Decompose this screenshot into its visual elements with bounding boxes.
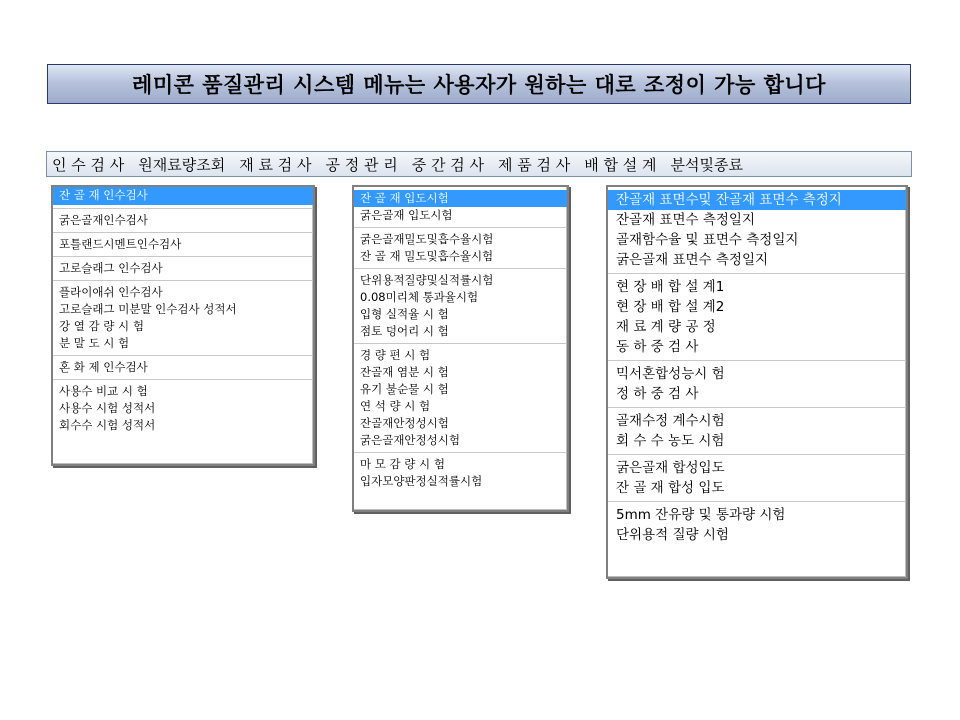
- menu-group: [608, 274, 906, 361]
- menu-item[interactable]: 믹서혼합성능시 험: [616, 366, 725, 382]
- menu-item[interactable]: 잔골재안정성시험: [360, 416, 449, 430]
- menu-process-management: [606, 185, 908, 579]
- menu-item[interactable]: 동 하 중 검 사: [616, 339, 699, 355]
- menu-item[interactable]: 회 수 수 농도 시험: [616, 433, 725, 449]
- page-title: 레미콘 품질관리 시스템 메뉴는 사용자가 원하는 대로 조정이 가능 합니다: [47, 64, 911, 104]
- menu-item[interactable]: 굵은골재안정성시험: [360, 433, 460, 447]
- menu-item[interactable]: 혼 화 제 인수검사: [59, 360, 148, 374]
- menu-item[interactable]: 골재수정 계수시험: [616, 413, 725, 429]
- menubar-item[interactable]: 인 수 검 사: [52, 155, 125, 174]
- menu-item[interactable]: 고로슬래그 미분말 인수검사 성적서: [59, 302, 237, 316]
- menubar-item[interactable]: 공 정 관 리: [325, 155, 398, 174]
- menu-group: [354, 187, 567, 228]
- menu-item[interactable]: 입자모양판정실적률시험: [360, 474, 483, 488]
- menu-item[interactable]: 연 석 량 시 험: [360, 399, 431, 413]
- menu-group: [354, 453, 567, 493]
- menu-item[interactable]: 잔골재 표면수및 잔골재 표면수 측정지: [608, 190, 906, 210]
- menu-item[interactable]: 분 말 도 시 험: [59, 336, 130, 350]
- menu-item[interactable]: 정 하 중 검 사: [616, 386, 699, 402]
- menu-material-inspection: [352, 185, 569, 512]
- menu-item[interactable]: 포틀랜드시멘트인수검사: [59, 237, 182, 251]
- menu-item[interactable]: 잔골재 표면수 측정일지: [616, 212, 755, 228]
- menubar-item[interactable]: 분석및종료: [670, 155, 743, 174]
- menu-item[interactable]: 사용수 비교 시 험: [59, 384, 148, 398]
- menu-group: [53, 356, 313, 380]
- menu-item[interactable]: 회수수 시험 성적서: [59, 418, 156, 432]
- menu-item[interactable]: 입형 실적율 시 험: [360, 307, 449, 321]
- menu-item[interactable]: 점토 덩어리 시 험: [360, 324, 449, 338]
- menu-group: [53, 233, 313, 257]
- menu-group: [354, 228, 567, 269]
- menubar-item[interactable]: 재 료 검 사: [239, 155, 312, 174]
- menu-item[interactable]: 굵은골재밀도및흡수율시험: [360, 232, 494, 246]
- menu-group: [608, 361, 906, 408]
- menu-item[interactable]: 재 료 계 량 공 정: [616, 319, 716, 335]
- menu-group: [608, 502, 906, 548]
- menu-item[interactable]: 고로슬래그 인수검사: [59, 261, 163, 275]
- menu-group: [608, 408, 906, 455]
- menu-item[interactable]: 골재함수율 및 표면수 측정일지: [616, 232, 799, 248]
- menu-item[interactable]: 현 장 배 합 설 계1: [616, 279, 725, 295]
- menubar-item[interactable]: 배 합 설 계: [584, 155, 657, 174]
- menu-item[interactable]: 굵은골재인수검사: [59, 213, 148, 227]
- menu-group: [608, 187, 906, 274]
- menu-item[interactable]: 강 열 감 량 시 험: [59, 319, 144, 333]
- menu-item[interactable]: 유기 불순물 시 험: [360, 382, 449, 396]
- menu-item[interactable]: 0.08미리체 통과율시험: [360, 290, 479, 304]
- menu-group: [53, 281, 313, 356]
- menubar-item[interactable]: 중 간 검 사: [411, 155, 485, 174]
- menu-item[interactable]: 굵은골재 입도시험: [360, 208, 453, 222]
- menu-item[interactable]: 잔 골 재 밀도및흡수율시험: [360, 249, 494, 263]
- menu-item[interactable]: 굵은골재 표면수 측정일지: [616, 252, 769, 268]
- menu-group: [354, 269, 567, 344]
- menu-group: [608, 455, 906, 502]
- menu-item[interactable]: 굵은골재 합성입도: [616, 460, 725, 476]
- menu-group: [354, 344, 567, 453]
- menu-group: [53, 380, 313, 437]
- menu-item[interactable]: 잔 골 재 입도시험: [354, 190, 567, 207]
- menu-item[interactable]: 플라이애쉬 인수검사: [59, 285, 163, 299]
- menu-item[interactable]: 사용수 시험 성적서: [59, 401, 156, 415]
- menu-item[interactable]: 단위용적질량및실적률시험: [360, 273, 494, 287]
- menu-acceptance-inspection: [51, 185, 315, 466]
- main-menubar: [46, 151, 912, 177]
- menu-item[interactable]: 잔 골 재 합성 입도: [616, 480, 725, 496]
- menu-group: [53, 209, 313, 233]
- menu-item[interactable]: 마 모 감 량 시 험: [360, 457, 445, 471]
- menubar-item[interactable]: 제 품 검 사: [498, 155, 571, 174]
- menu-item[interactable]: 5mm 잔유량 및 통과량 시험: [616, 507, 786, 523]
- menu-item[interactable]: 잔 골 재 인수검사: [53, 187, 313, 205]
- menu-group: [53, 187, 313, 209]
- menu-item[interactable]: 현 장 배 합 설 계2: [616, 299, 725, 315]
- menu-item[interactable]: 경 량 편 시 험: [360, 348, 431, 362]
- menu-group: [53, 257, 313, 281]
- menu-item[interactable]: 잔골재 염분 시 험: [360, 365, 449, 379]
- menubar-item[interactable]: 원재료량조회: [138, 155, 226, 174]
- menu-item[interactable]: 단위용적 질량 시험: [616, 527, 729, 543]
